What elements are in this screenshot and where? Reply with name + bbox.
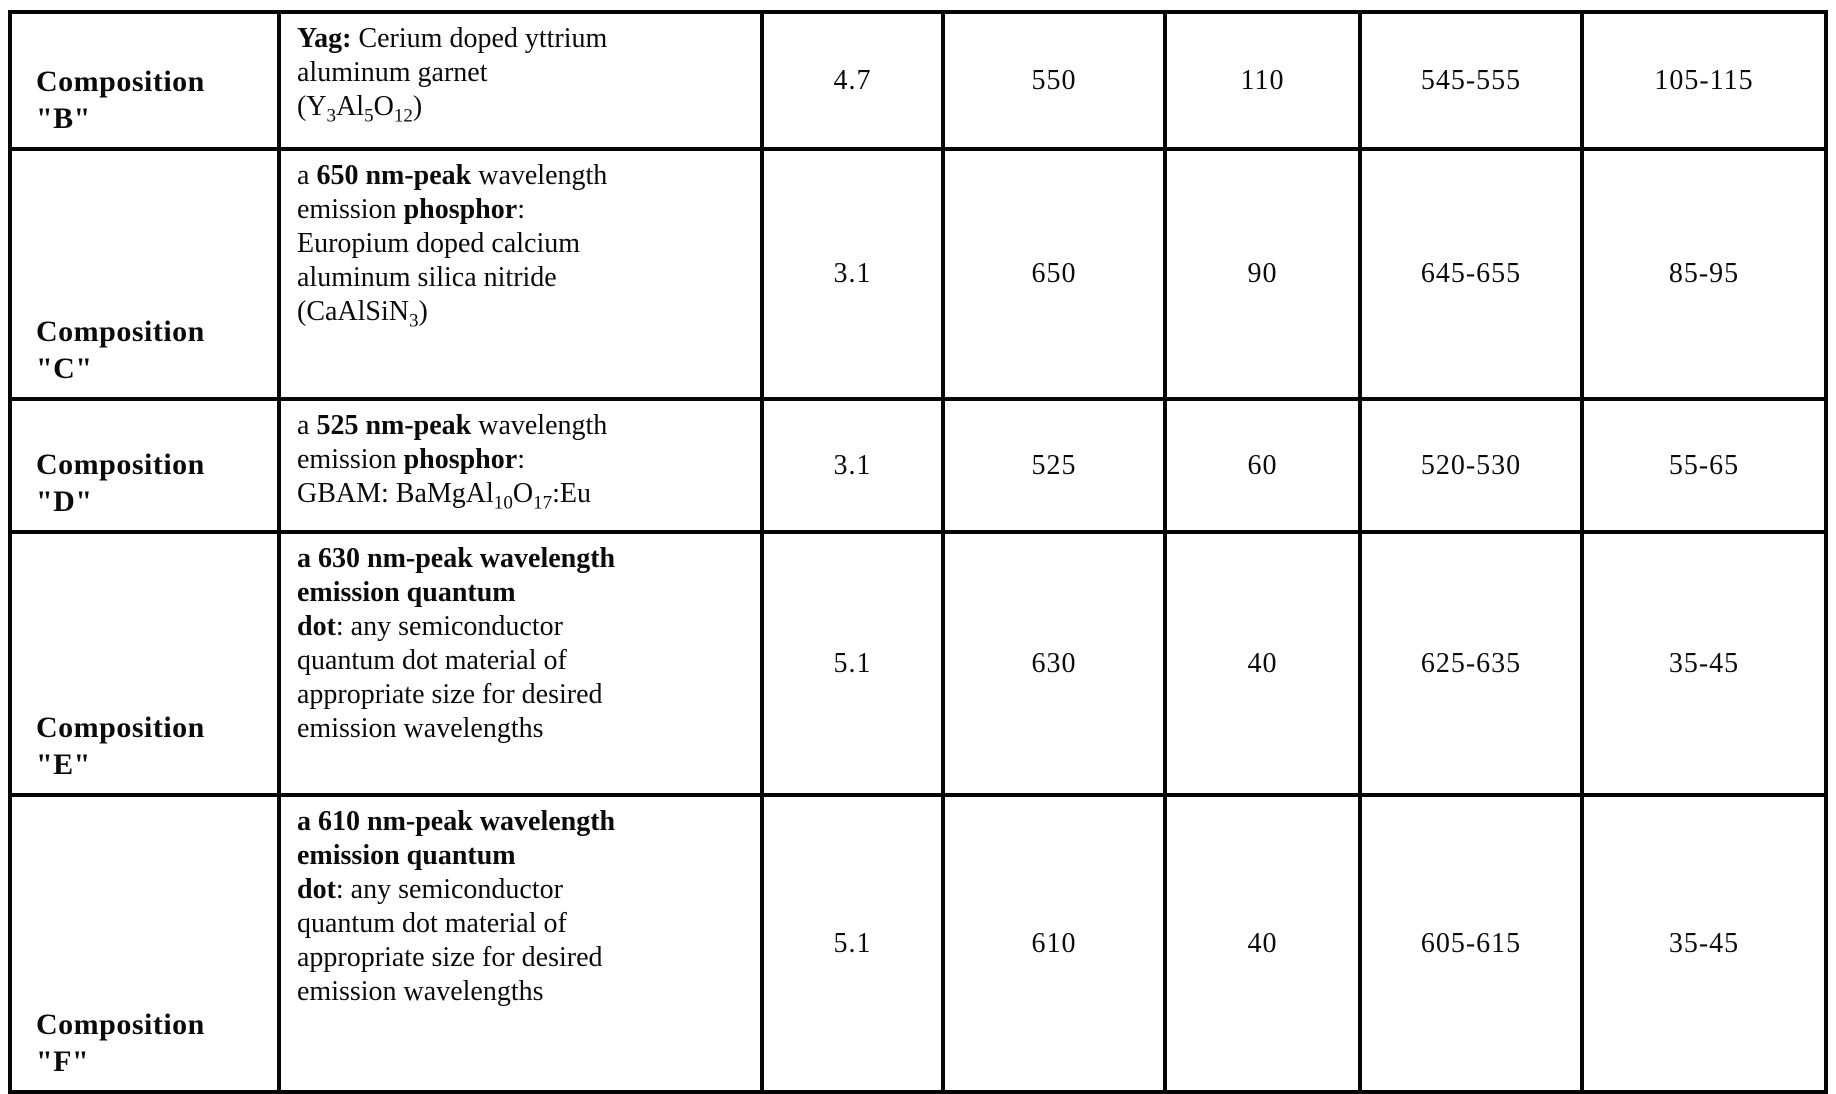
- description-cell: [279, 795, 762, 1092]
- composition-label-cell: [10, 532, 279, 795]
- description-segment: : any semiconductor quantum dot material of appropriate size for desired emission wavelengths: [297, 874, 603, 1007]
- composition-table-body: [10, 12, 1826, 1092]
- composition-label-line1: Composition: [36, 315, 205, 348]
- value-cell: 4.7: [762, 12, 943, 149]
- description-segment: : any semiconductor quantum dot material of appropriate size for desired emission wavelengths: [297, 611, 603, 744]
- value-cell: 610: [943, 795, 1165, 1092]
- value-cell: 40: [1165, 795, 1360, 1092]
- value-cell: 645-655: [1360, 149, 1582, 399]
- description-segment: Cerium doped yttrium aluminum garnet (Y: [297, 23, 608, 122]
- description-segment: a 630 nm-peak wavelength emission quantum dot: [297, 543, 616, 642]
- composition-label-cell: [10, 399, 279, 532]
- value-cell: 550: [943, 12, 1165, 149]
- composition-label-line2: "F": [36, 1045, 90, 1078]
- value-cell: 605-615: [1360, 795, 1582, 1092]
- composition-label-line1: Composition: [36, 1008, 205, 1041]
- description-segment: Yag:: [297, 23, 352, 54]
- composition-label-cell: [10, 12, 279, 149]
- value-cell: 3.1: [762, 399, 943, 532]
- description-subscript: 3: [326, 105, 337, 127]
- value-cell: 90: [1165, 149, 1360, 399]
- table-row-composition-f: [10, 795, 1826, 1092]
- value-cell: 650: [943, 149, 1165, 399]
- description-subscript: 17: [533, 492, 553, 514]
- description-segment: phosphor: [403, 194, 518, 225]
- value-cell: 5.1: [762, 532, 943, 795]
- table-row-composition-d: [10, 399, 1826, 532]
- description-segment: wavelength emission: [297, 410, 608, 475]
- composition-label-line2: "E": [36, 748, 91, 781]
- description-segment: : Europium doped calcium aluminum silica nitride (CaAlSiN: [297, 194, 581, 327]
- value-cell: 525: [943, 399, 1165, 532]
- description-segment: O: [512, 478, 534, 509]
- composition-label-line2: "C": [36, 352, 93, 385]
- description-segment: ): [412, 91, 423, 122]
- description-segment: a: [297, 410, 317, 441]
- description-segment: a 610 nm-peak wavelength emission quantum dot: [297, 806, 616, 905]
- table-row-composition-b: [10, 12, 1826, 149]
- value-cell: 35-45: [1582, 795, 1826, 1092]
- description-subscript: 5: [364, 105, 374, 127]
- description-segment: 650 nm-peak: [316, 160, 472, 191]
- table-row-composition-c: [10, 149, 1826, 399]
- value-cell: 105-115: [1582, 12, 1826, 149]
- description-cell: [279, 149, 762, 399]
- value-cell: 35-45: [1582, 532, 1826, 795]
- description-subscript: 10: [493, 492, 513, 514]
- description-segment: O: [373, 91, 394, 122]
- value-cell: 40: [1165, 532, 1360, 795]
- description-segment: 525 nm-peak: [316, 410, 472, 441]
- value-cell: 3.1: [762, 149, 943, 399]
- description-segment: wavelength emission: [297, 160, 608, 225]
- description-subscript: 3: [409, 310, 419, 332]
- description-subscript: 12: [393, 105, 413, 127]
- description-segment: ): [418, 296, 428, 327]
- composition-label-cell: [10, 795, 279, 1092]
- composition-label-line1: Composition: [36, 711, 205, 744]
- table-row-composition-e: [10, 532, 1826, 795]
- description-segment: Al: [336, 91, 365, 122]
- description-segment: :Eu: [552, 478, 591, 509]
- value-cell: 110: [1165, 12, 1360, 149]
- composition-table: [8, 10, 1828, 1094]
- value-cell: 545-555: [1360, 12, 1582, 149]
- description-cell: [279, 532, 762, 795]
- description-cell: [279, 399, 762, 532]
- value-cell: 625-635: [1360, 532, 1582, 795]
- description-segment: phosphor: [403, 444, 518, 475]
- value-cell: 60: [1165, 399, 1360, 532]
- description-segment: : GBAM: BaMgAl: [297, 444, 525, 509]
- value-cell: 85-95: [1582, 149, 1826, 399]
- description-cell: [279, 12, 762, 149]
- composition-label-line2: "B": [36, 102, 91, 135]
- value-cell: 630: [943, 532, 1165, 795]
- composition-label-line1: Composition: [36, 448, 205, 481]
- composition-label-line2: "D": [36, 485, 93, 518]
- composition-label-cell: [10, 149, 279, 399]
- composition-label-line1: Composition: [36, 65, 205, 98]
- value-cell: 55-65: [1582, 399, 1826, 532]
- value-cell: 5.1: [762, 795, 943, 1092]
- description-segment: a: [297, 160, 317, 191]
- value-cell: 520-530: [1360, 399, 1582, 532]
